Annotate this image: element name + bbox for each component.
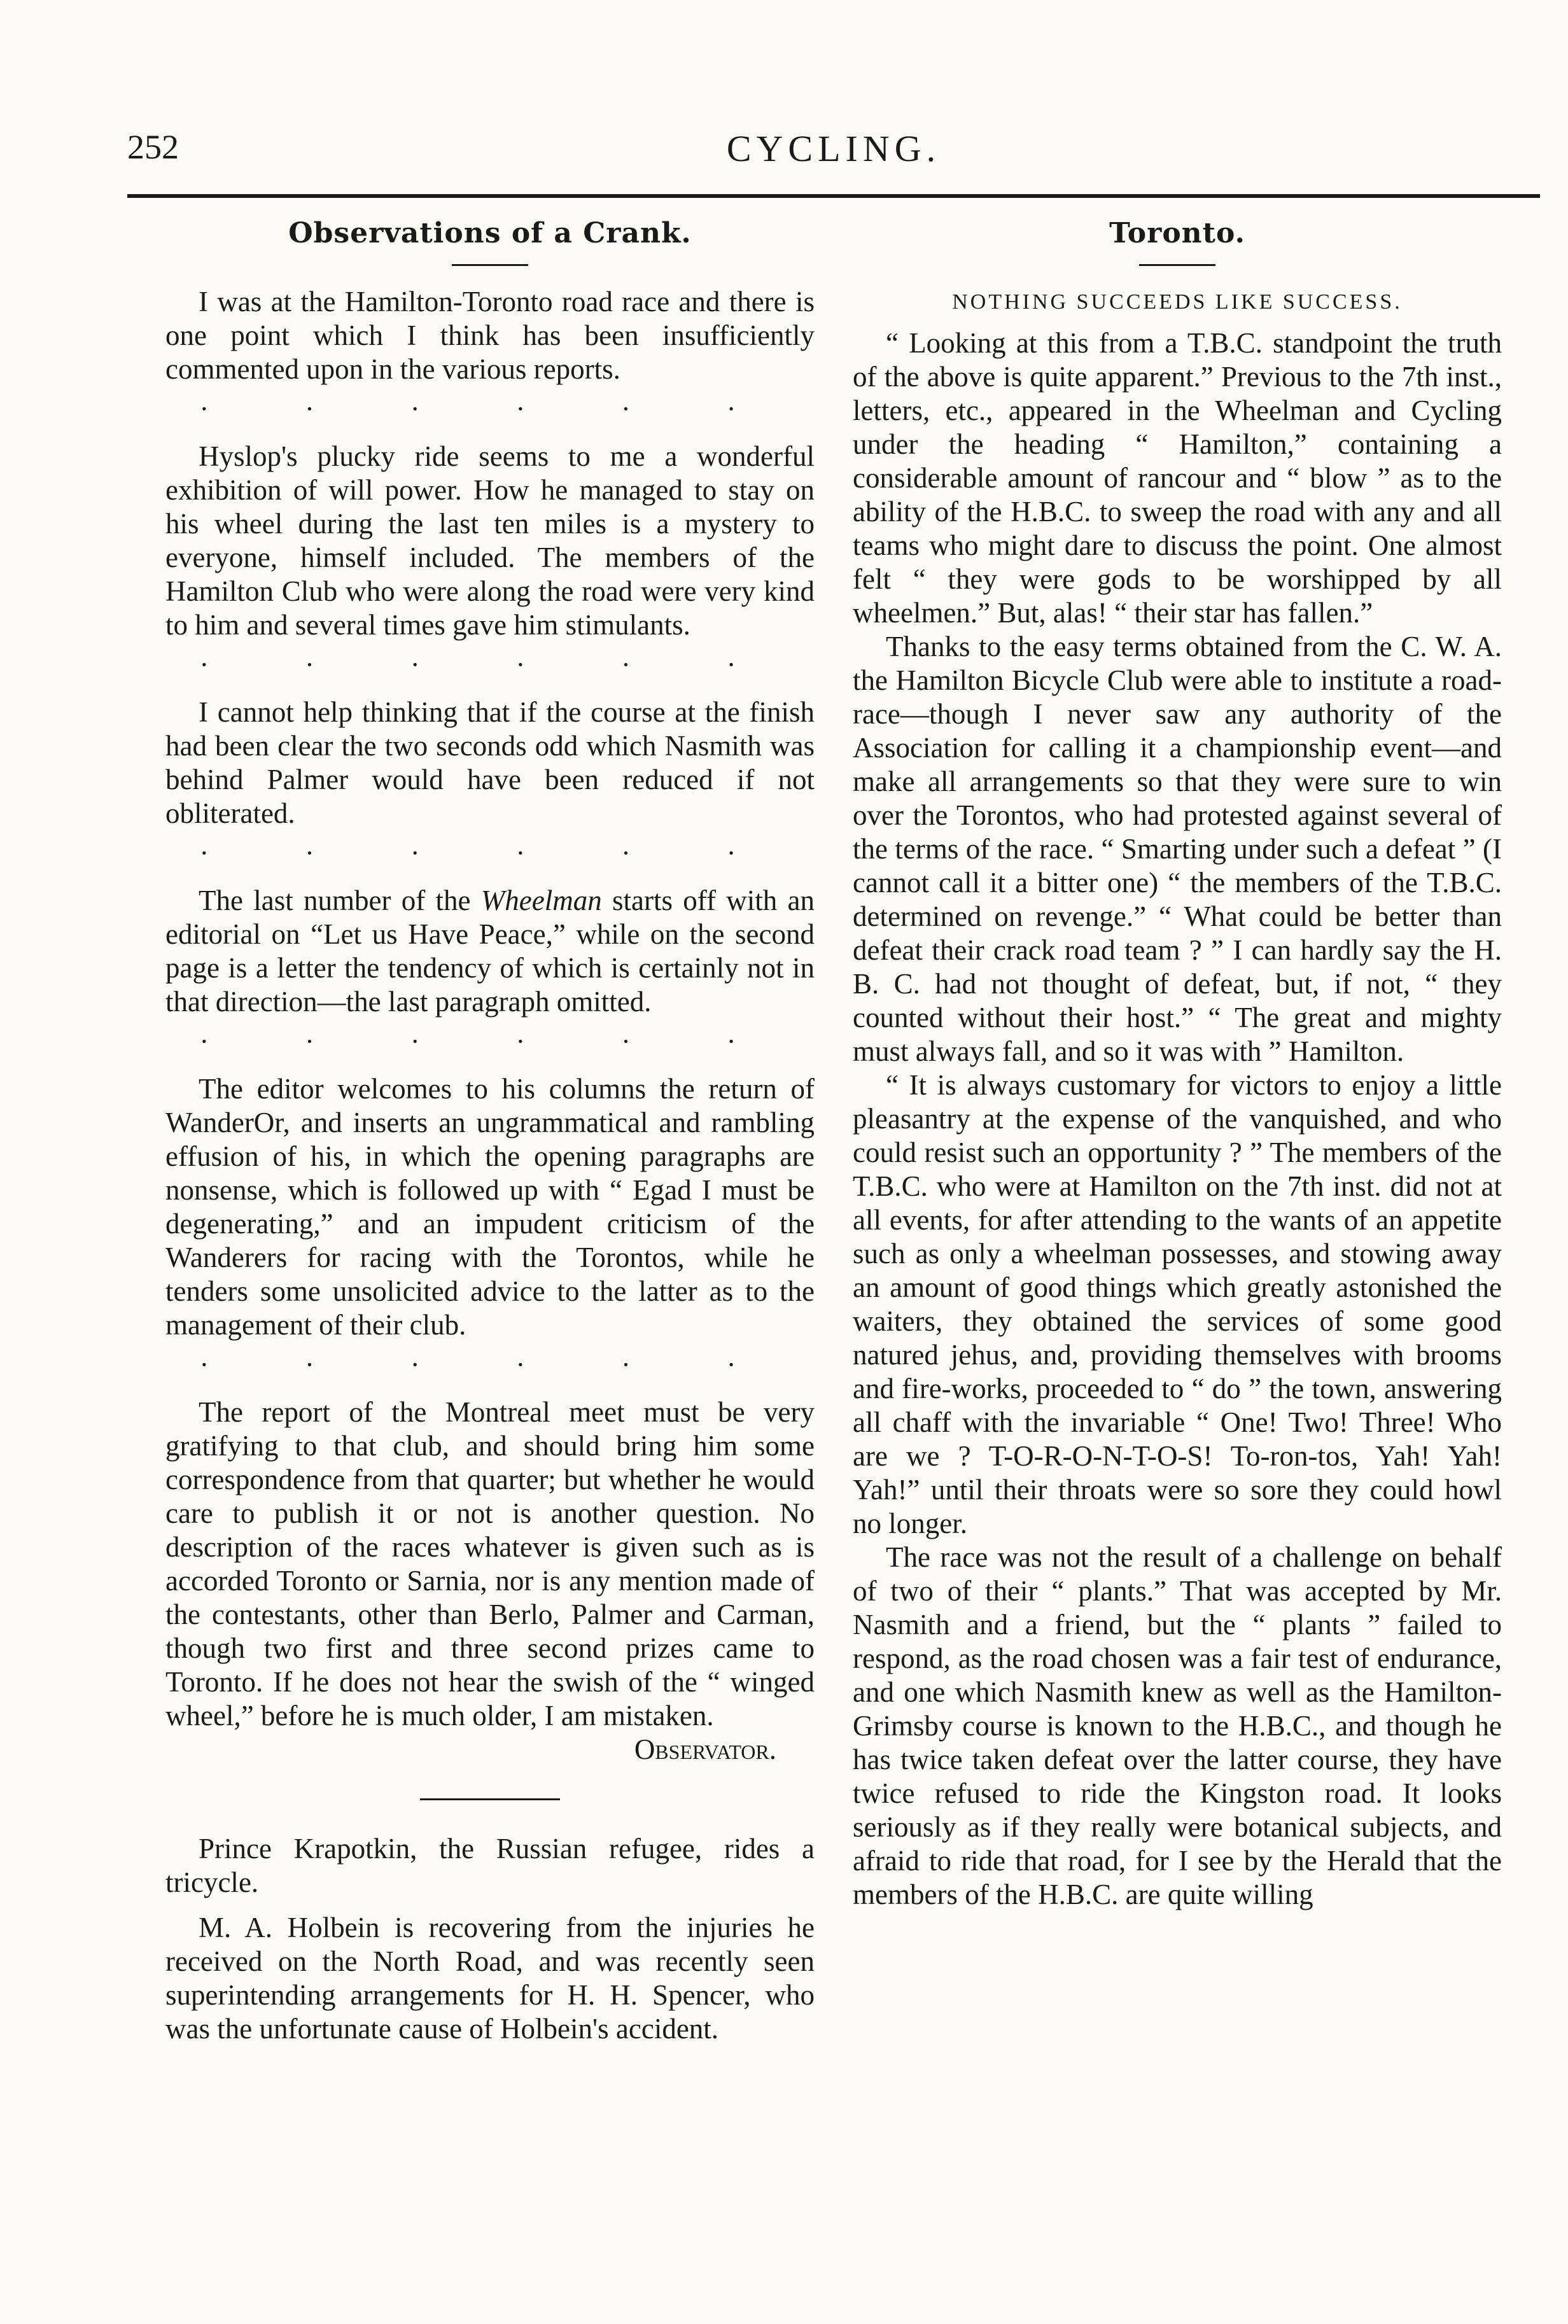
left-column: [165, 216, 815, 2046]
paragraph: “ Looking at this from a T.B.C. standpoint the truth of the above is quite apparent.” Previous to the 7th inst., letters, etc., appeared in the Wheelman and Cycling under the heading “ Hamilton,” containing a considerable amount of rancour and “ blow ” as to the ability of the H.B.C. to sweep the road with any and all teams who might dare to discuss the point. One almost felt “ they were gods to be worshipped by all wheelmen.” But, alas! “ their star has fallen.”: [853, 327, 1502, 629]
dot-separator: · · · · · ·: [199, 837, 781, 869]
paragraph: I was at the Hamilton-Toronto road race and there is one point which I think has been insufficiently commented upon in the various reports.: [165, 286, 815, 385]
article-title-observations: Observations of a Crank.: [288, 217, 692, 249]
masthead: [127, 127, 1540, 191]
page-number: 252: [127, 128, 179, 166]
news-note: M. A. Holbein is recovering from the injuries he received on the North Road, and was recently seen superintending arrangements for H. H. Spencer, who was the unfortunate cause of Holbein's accident.: [165, 1912, 815, 2045]
publication-title: CYCLING.: [726, 128, 941, 169]
dot-separator: · · · · · ·: [199, 393, 781, 424]
title-rule: [452, 264, 528, 266]
news-note: Prince Krapotkin, the Russian refugee, rides a tricycle.: [165, 1833, 815, 1898]
paragraph: The editor welcomes to his columns the return of WanderOr, and inserts an ungrammatical and rambling effusion of his, in which the opening paragraphs are nonsense, which is followed up with “ Egad I must be degenerating,” and an impudent criticism of the Wanderers for racing with the Torontos, while he tenders some unsolicited advice to the latter as to the management of their club.: [165, 1073, 815, 1341]
dot-separator: · · · · · ·: [199, 1026, 781, 1057]
right-column: [853, 216, 1502, 1912]
title-rule: [1139, 264, 1215, 266]
paragraph: I cannot help thinking that if the course at the finish had been clear the two seconds odd which Nasmith was behind Palmer would have been reduced if not obliterated.: [165, 696, 815, 829]
signature: Observator.: [634, 1733, 776, 1765]
header-rule: [127, 194, 1540, 198]
paragraph: The last number of the Wheelman starts off with an editorial on “Let us Have Peace,” while on the second page is a letter the tendency of which is certainly not in that direction—the last paragraph omitted.: [165, 885, 815, 1018]
dot-separator: · · · · · ·: [199, 1349, 781, 1380]
article-subtitle: NOTHING SUCCEEDS LIKE SUCCESS.: [952, 290, 1403, 314]
paragraph: Thanks to the easy terms obtained from the C. W. A. the Hamilton Bicycle Club were able to institute a road-race—though I never saw any authority of the Association for calling it a championship event—and make all arrangements so that they were sure to win over the Torontos, who had protested against several of the terms of the race. “ Smarting under such a defeat ” (I cannot call it a bitter one) “ the members of the T.B.C. determined on revenge.” “ What could be better than defeat their crack road team ? ” I can hardly say the H. B. C. had not thought of defeat, but, if not, “ they counted without their host.” “ The great and mighty must always fall, and so it was with ” Hamilton.: [853, 631, 1502, 1067]
paragraph: Hyslop's plucky ride seems to me a wonderful exhibition of will power. How he managed to stay on his wheel during the last ten miles is a mystery to everyone, himself included. The members of the Hamilton Club who were along the road were very kind to him and several times gave him stimulants.: [165, 440, 815, 641]
paragraph: “ It is always customary for victors to enjoy a little pleasantry at the expense of the vanquished, and who could resist such an opportunity ? ” The members of the T.B.C. who were at Hamilton on the 7th inst. did not at all events, for after attending to the wants of an appetite such as only a wheelman possesses, and stowing away an amount of good things which greatly astonished the waiters, they obtained the services of some good natured jehus, and, providing themselves with brooms and fire-works, proceeded to “ do ” the town, answering all chaff with the invariable “ One! Two! Three! Who are we ? T-O-R-O-N-T-O-S! To-ron-tos, Yah! Yah! Yah!” until their throats were so sore they could howl no longer.: [853, 1069, 1502, 1539]
dot-separator: · · · · · ·: [199, 649, 781, 680]
article-title-toronto: Toronto.: [1109, 217, 1245, 249]
section-rule: [420, 1798, 560, 1800]
paragraph: The race was not the result of a challenge on behalf of two of their “ plants.” That was accepted by Mr. Nasmith and a friend, but the “ plants ” failed to respond, as the road chosen was a fair test of endurance, and one which Nasmith knew as well as the Hamilton-Grimsby course is known to the H.B.C., and though he has twice taken defeat over the latter course, they have twice refused to ride the Kingston road. It looks seriously as if they really were botanical subjects, and afraid to ride that road, for I see by the Herald that the members of the H.B.C. are quite willing: [853, 1541, 1502, 1910]
paragraph: The report of the Montreal meet must be very gratifying to that club, and should bring him some correspondence from that quarter; but whether he would care to publish it or not is another question. No description of the races whatever is given such as is accorded Toronto or Sarnia, nor is any mention made of the contestants, other than Berlo, Palmer and Carman, though two first and three second prizes came to Toronto. If he does not hear the swish of the “ winged wheel,” before he is much older, I am mistaken.: [165, 1396, 815, 1732]
